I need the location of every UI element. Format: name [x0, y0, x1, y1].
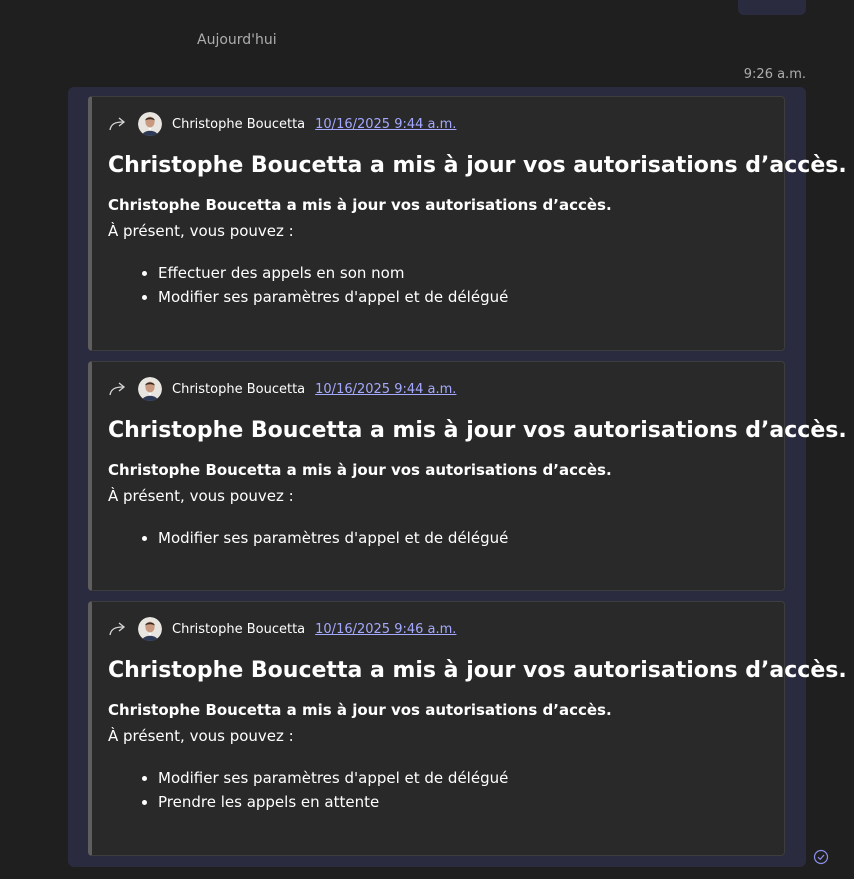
card-lead: À présent, vous pouvez : [108, 222, 294, 240]
card-headline: Christophe Boucetta a mis à jour vos autorisations d’accès. [108, 153, 847, 178]
read-check-icon [813, 849, 829, 865]
card-headline: Christophe Boucetta a mis à jour vos autorisations d’accès. [108, 658, 847, 683]
permission-list [108, 766, 784, 814]
avatar[interactable] [138, 377, 162, 401]
forwarded-card[interactable] [88, 361, 847, 591]
forward-icon [108, 621, 128, 637]
card-meta [108, 376, 784, 402]
permission-item: • Modifier ses paramètres d'appel et de délégué [158, 526, 784, 550]
forward-icon [108, 381, 128, 397]
card-subheading: Christophe Boucetta a mis à jour vos autorisations d’accès. [108, 461, 612, 479]
card-meta [108, 616, 784, 642]
card-subheading: Christophe Boucetta a mis à jour vos autorisations d’accès. [108, 196, 612, 214]
previous-message-bubble[interactable] [738, 0, 806, 15]
forwarded-card[interactable] [88, 601, 847, 856]
author-name: Christophe Boucetta [172, 381, 306, 397]
card-headline: Christophe Boucetta a mis à jour vos autorisations d’accès. [108, 418, 847, 443]
avatar[interactable] [138, 617, 162, 641]
card-lead: À présent, vous pouvez : [108, 487, 294, 505]
forwarded-card[interactable] [88, 96, 847, 351]
timestamp-link[interactable]: 10/16/2025 9:44 a.m. [315, 116, 457, 132]
card-meta [108, 111, 784, 137]
timestamp-link[interactable]: 10/16/2025 9:46 a.m. [315, 621, 457, 637]
author-name: Christophe Boucetta [172, 621, 306, 637]
date-divider: Aujourd'hui [197, 32, 277, 48]
author-name: Christophe Boucetta [172, 116, 306, 132]
permission-item: • Prendre les appels en attente [158, 790, 784, 814]
forward-icon [108, 116, 128, 132]
permission-item: • Effectuer des appels en son nom [158, 261, 784, 285]
permission-list [108, 526, 784, 550]
avatar[interactable] [138, 112, 162, 136]
card-lead: À présent, vous pouvez : [108, 727, 294, 745]
permission-item: • Modifier ses paramètres d'appel et de délégué [158, 285, 784, 309]
timestamp-link[interactable]: 10/16/2025 9:44 a.m. [315, 381, 457, 397]
message-time: 9:26 a.m. [743, 67, 806, 82]
card-subheading: Christophe Boucetta a mis à jour vos autorisations d’accès. [108, 701, 612, 719]
permission-item: • Modifier ses paramètres d'appel et de délégué [158, 766, 784, 790]
permission-list [108, 261, 784, 309]
